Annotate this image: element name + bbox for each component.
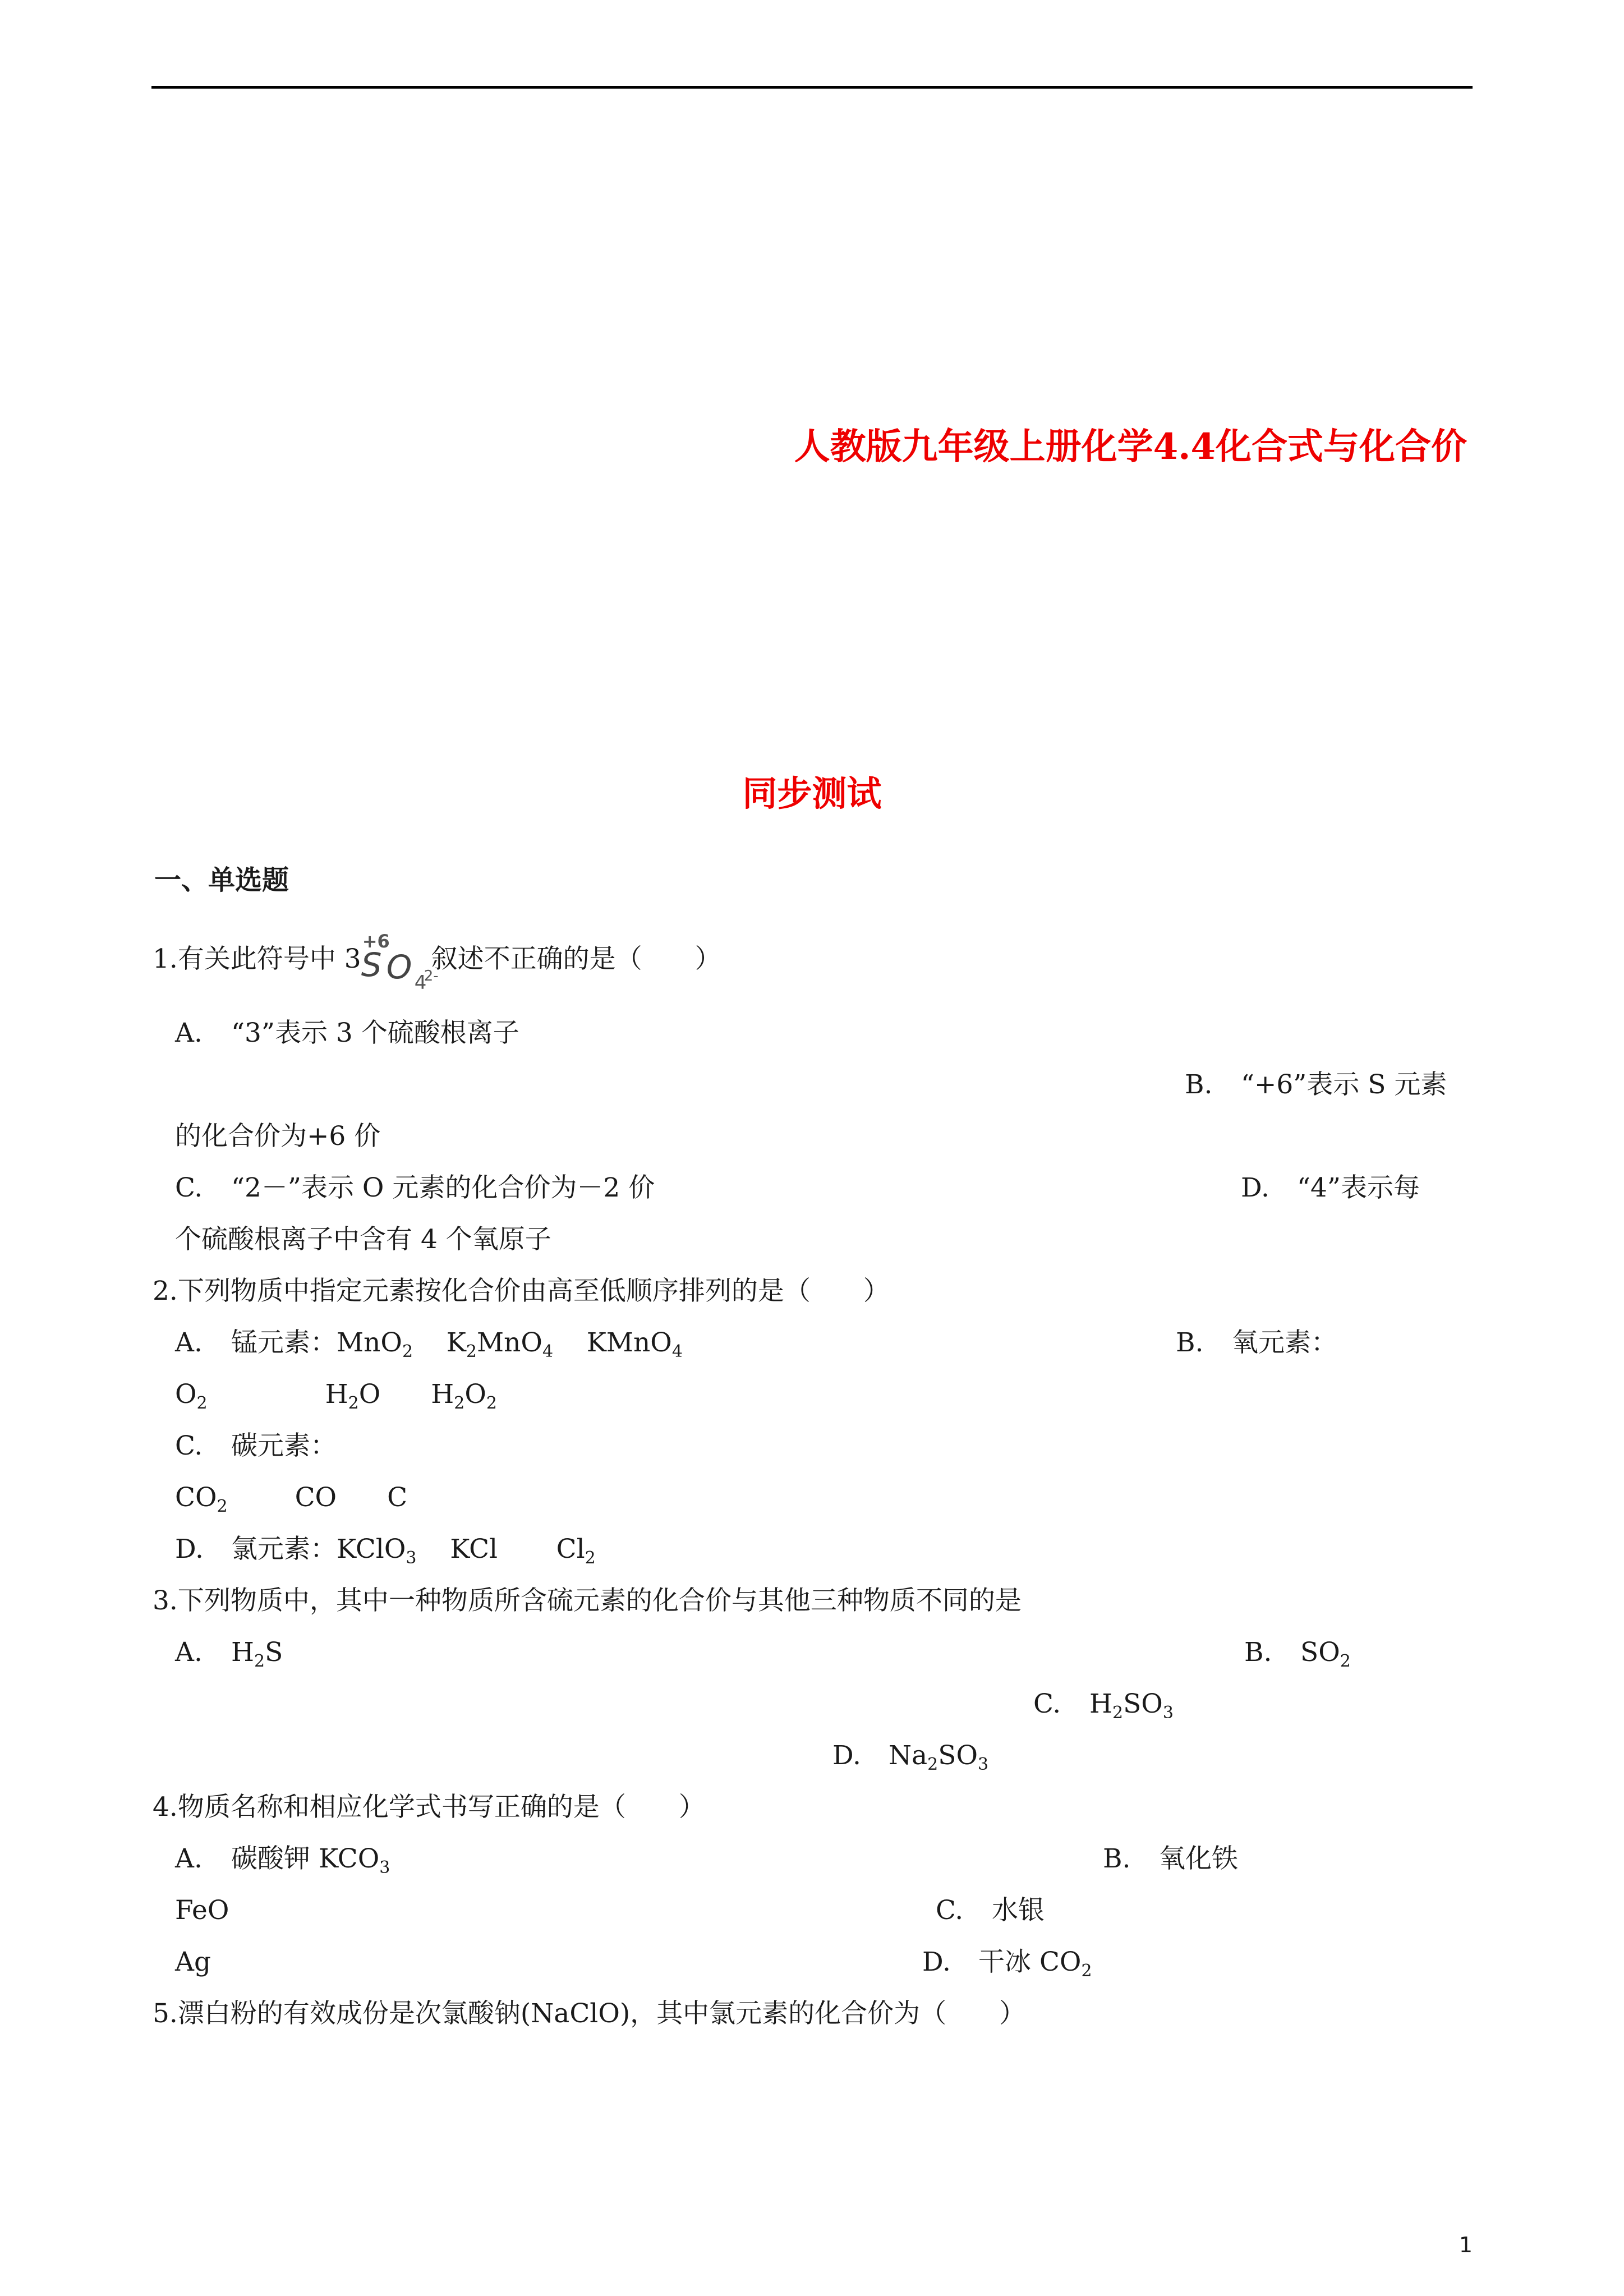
question-1-option-b-cont: 的化合价为+6 价 [175, 1121, 381, 1152]
question-4-option-d: D. 干冰 $CO_2$ [922, 1947, 1092, 1981]
question-2-option-c: C. 碳元素： [175, 1430, 337, 1461]
question-2-option-c-formulas: $CO_2$ CO C [175, 1482, 408, 1516]
question-3-option-c: C. $H_2SO_3$ [1033, 1688, 1174, 1723]
question-1-option-d: D. “4”表示每 [1241, 1172, 1420, 1203]
question-2-option-b: B. 氧元素： [1176, 1327, 1337, 1358]
sulfate-ion-symbol: +6 S O 4 2- [361, 931, 439, 994]
question-4-option-b-formula: FeO [175, 1895, 229, 1926]
question-4-option-c: C. 水银 [936, 1895, 1045, 1926]
document-title: 人教版九年级上册化学4.4化合式与化合价 [794, 426, 1467, 468]
question-2-option-d: D. 氯元素：KClO$_3$ KCl $Cl_2$ [175, 1534, 596, 1568]
page-number: 1 [1459, 2233, 1473, 2257]
question-1-option-d-cont: 个硫酸根离子中含有 4 个氧原子 [175, 1224, 551, 1255]
question-1-stem: 1.有关此符号中 3 +6 S O 4 2- 叙述不正确的是（ ） [153, 931, 721, 994]
question-3-option-d: D. $Na_2SO_3$ [832, 1740, 989, 1774]
section-heading: 一、单选题 [154, 864, 289, 896]
question-4-stem: 4.物质名称和相应化学式书写正确的是（ ） [153, 1792, 705, 1823]
question-3-stem: 3.下列物质中，其中一种物质所含硫元素的化合价与其他三种物质不同的是 [153, 1585, 1022, 1616]
question-1-option-b: B. “+6”表示 S 元素 [1185, 1069, 1447, 1100]
question-2-stem: 2.下列物质中指定元素按化合价由高至低顺序排列的是（ ） [153, 1276, 890, 1306]
question-5-stem: 5.漂白粉的有效成份是次氯酸钠(NaClO)，其中氯元素的化合价为（ ） [153, 1998, 1026, 2029]
header-rule [151, 86, 1473, 89]
question-1-option-c: C. “2－”表示 O 元素的化合价为－2 价 [175, 1172, 655, 1203]
question-1-option-a: A. “3”表示 3 个硫酸根离子 [175, 1018, 519, 1048]
question-4-option-b: B. 氧化铁 [1103, 1843, 1238, 1874]
question-2-option-b-formulas: $O_2$ $H_2O$ $H_2O_2$ [175, 1379, 498, 1413]
question-3-option-b: B. $SO_2$ [1244, 1637, 1351, 1671]
question-4-option-c-formula: Ag [175, 1947, 211, 1977]
document-subtitle: 同步测试 [742, 773, 882, 814]
question-3-option-a: A. $H_2S$ [175, 1637, 283, 1671]
question-2-option-a: A. 锰元素：MnO$_2$ $K_2MnO_4$ KMnO$_4$ [175, 1327, 683, 1361]
question-4-option-a: A. 碳酸钾 $KCO_3$ [175, 1843, 390, 1878]
